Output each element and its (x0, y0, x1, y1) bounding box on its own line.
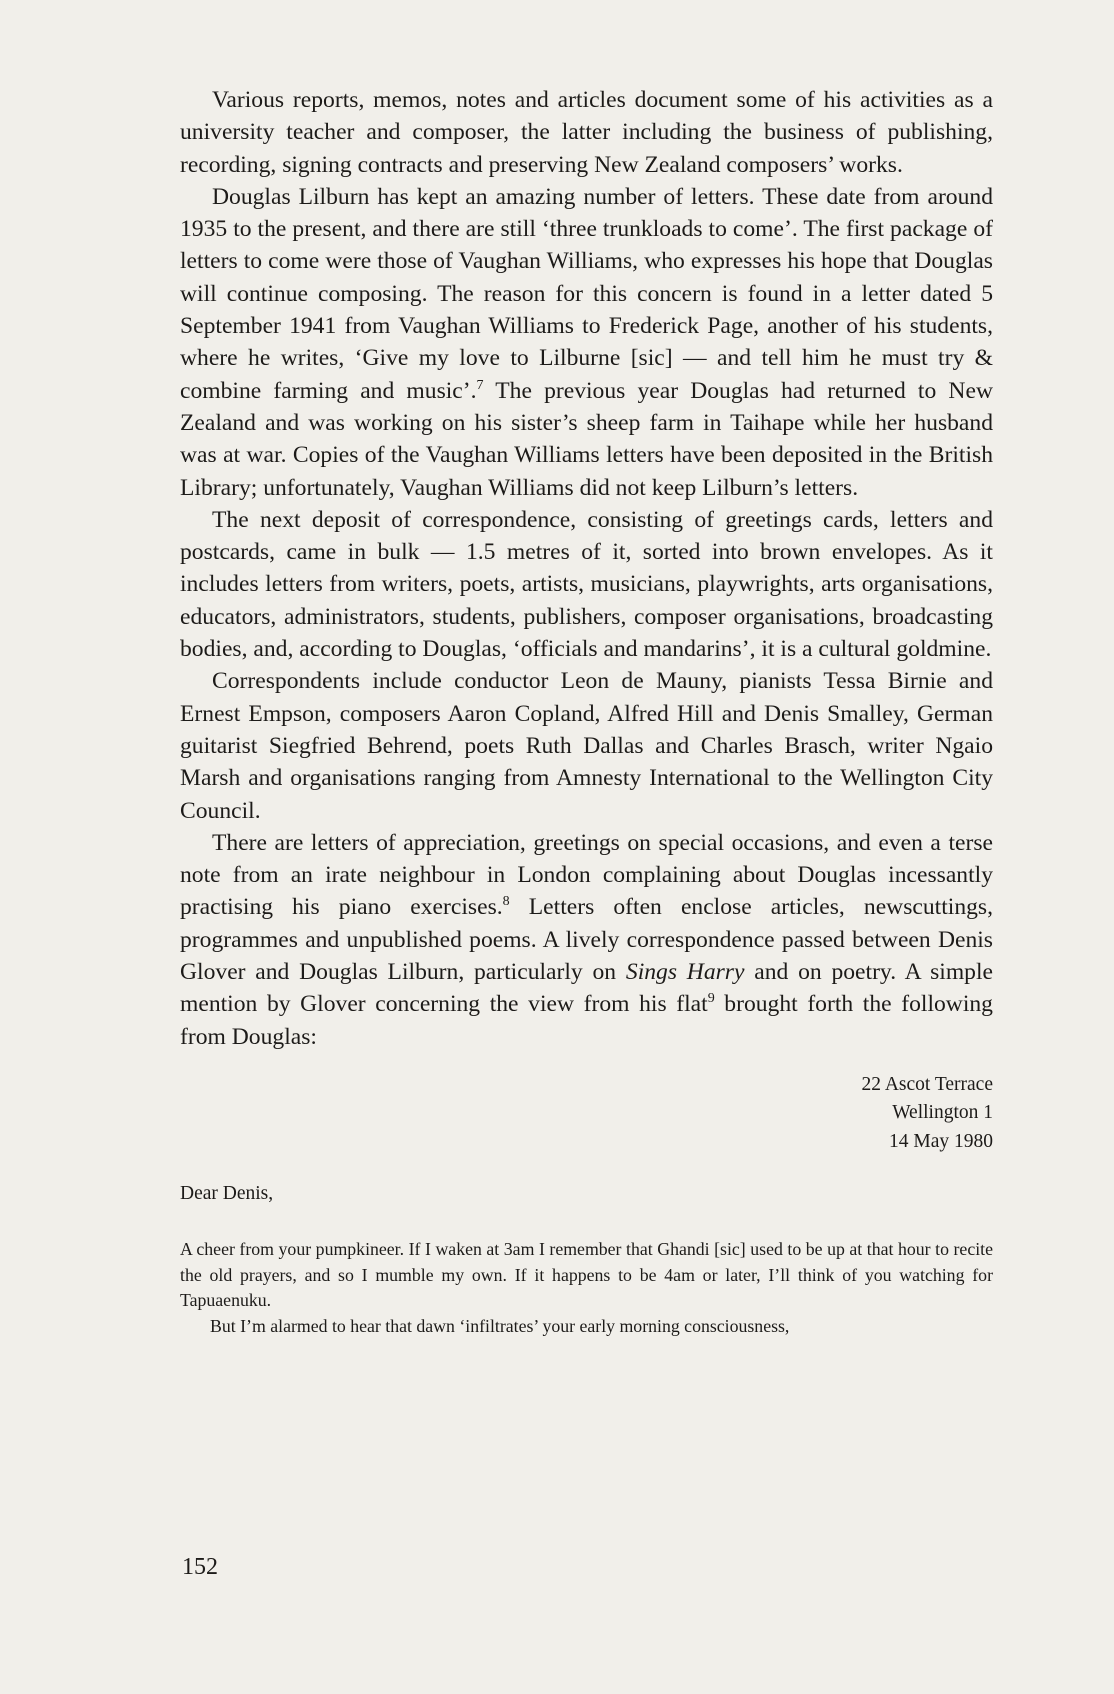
paragraph-reports: Various reports, memos, notes and articles document some of his activities as a university teacher and composer, the latter including the business of publishing, recording, signing contracts and preserving New Zealand composers’ works. (180, 87, 993, 178)
title-sings-harry: Sings Harry (625, 959, 745, 986)
letter-salutation: Dear Denis, (180, 1183, 274, 1205)
letter-paragraph-2: But I’m alarmed to hear that dawn ‘infiltrates’ your early morning consciousness, (210, 1315, 790, 1336)
footnote-marker-9: 9 (707, 991, 715, 1007)
paragraph-letters-kept-text-b: The previous year Douglas had returned to New Zealand and was working on his sister’s sheep farm in Taihape while her husband was at war. Copies of the Vaughan Williams letters have been deposited in the British Library; unfortunately, Vaughan Williams did not keep Lilburn’s letters. (180, 377, 993, 501)
letter-paragraph-1: A cheer from your pumpkineer. If I waken at 3am I remember that Ghandi [sic] used to be up at that hour to recite the old prayers, and so I mumble my own. If it happens to be 4am or later, I’ll think of you watching for Tapuaenuku. (180, 1239, 993, 1311)
paragraph-letters-kept-text-a: Douglas Lilburn has kept an amazing number of letters. These date from around 1935 to the present, and there are still ‘three trunkloads to come’. The first package of letters to come were those of Vaughan Williams, who expresses his hope that Douglas will continue composing. The reason for this concern is found in a letter dated 5 September 1941 from Vaughan Williams to Frederick Page, another of his students, where he writes, ‘Give my love to Lilburne [sic] — and tell him he must try & combine farming and music’. (180, 183, 993, 404)
footnote-marker-7: 7 (476, 377, 484, 393)
address-city: Wellington 1 (892, 1102, 993, 1124)
page-number: 152 (182, 1554, 218, 1580)
paragraph-correspondents: Correspondents include conductor Leon de Mauny, pianists Tessa Birnie and Ernest Empson, composers Aaron Copland, Alfred Hill and Denis Smalley, German guitarist Siegfried Behrend, poets Ruth Dallas and Charles Brasch, writer Ngaio Marsh and organisations ranging from Amnesty International to the Wellington City Council. (180, 668, 993, 824)
paragraph-appreciation-text-c: and on poetry. A simple mention by Glover concerning the view from his flat (180, 959, 993, 1018)
letter-date: 14 May 1980 (889, 1130, 993, 1152)
footnote-marker-8: 8 (502, 894, 510, 910)
address-street: 22 Ascot Terrace (861, 1073, 993, 1095)
paragraph-letters-kept (180, 181, 993, 504)
letter-address (180, 1071, 993, 1157)
paragraph-appreciation-text-d: brought forth the following from Douglas: (180, 991, 993, 1050)
paragraph-appreciation (180, 827, 993, 1053)
paragraph-correspondence-deposit: The next deposit of correspondence, consisting of greetings cards, letters and postcards, came in bulk — 1.5 metres of it, sorted into brown envelopes. As it includes letters from writers, poets, artists, musicians, playwrights, arts organisations, educators, administrators, students, publishers, composer organisations, broadcasting bodies, and, according to Douglas, ‘officials and mandarins’, it is a cultural goldmine. (180, 506, 993, 663)
paragraph-appreciation-text-a: There are letters of appreciation, greetings on special occasions, and even a terse note from an irate neighbour in London complaining about Douglas incessantly practising his piano exercises. (180, 829, 993, 921)
page-body (180, 84, 993, 1339)
paragraph-appreciation-text-b: Letters often enclose articles, newscuttings, programmes and unpublished poems. A lively correspondence passed between Denis Glover and Douglas Lilburn, particularly on (180, 894, 993, 986)
